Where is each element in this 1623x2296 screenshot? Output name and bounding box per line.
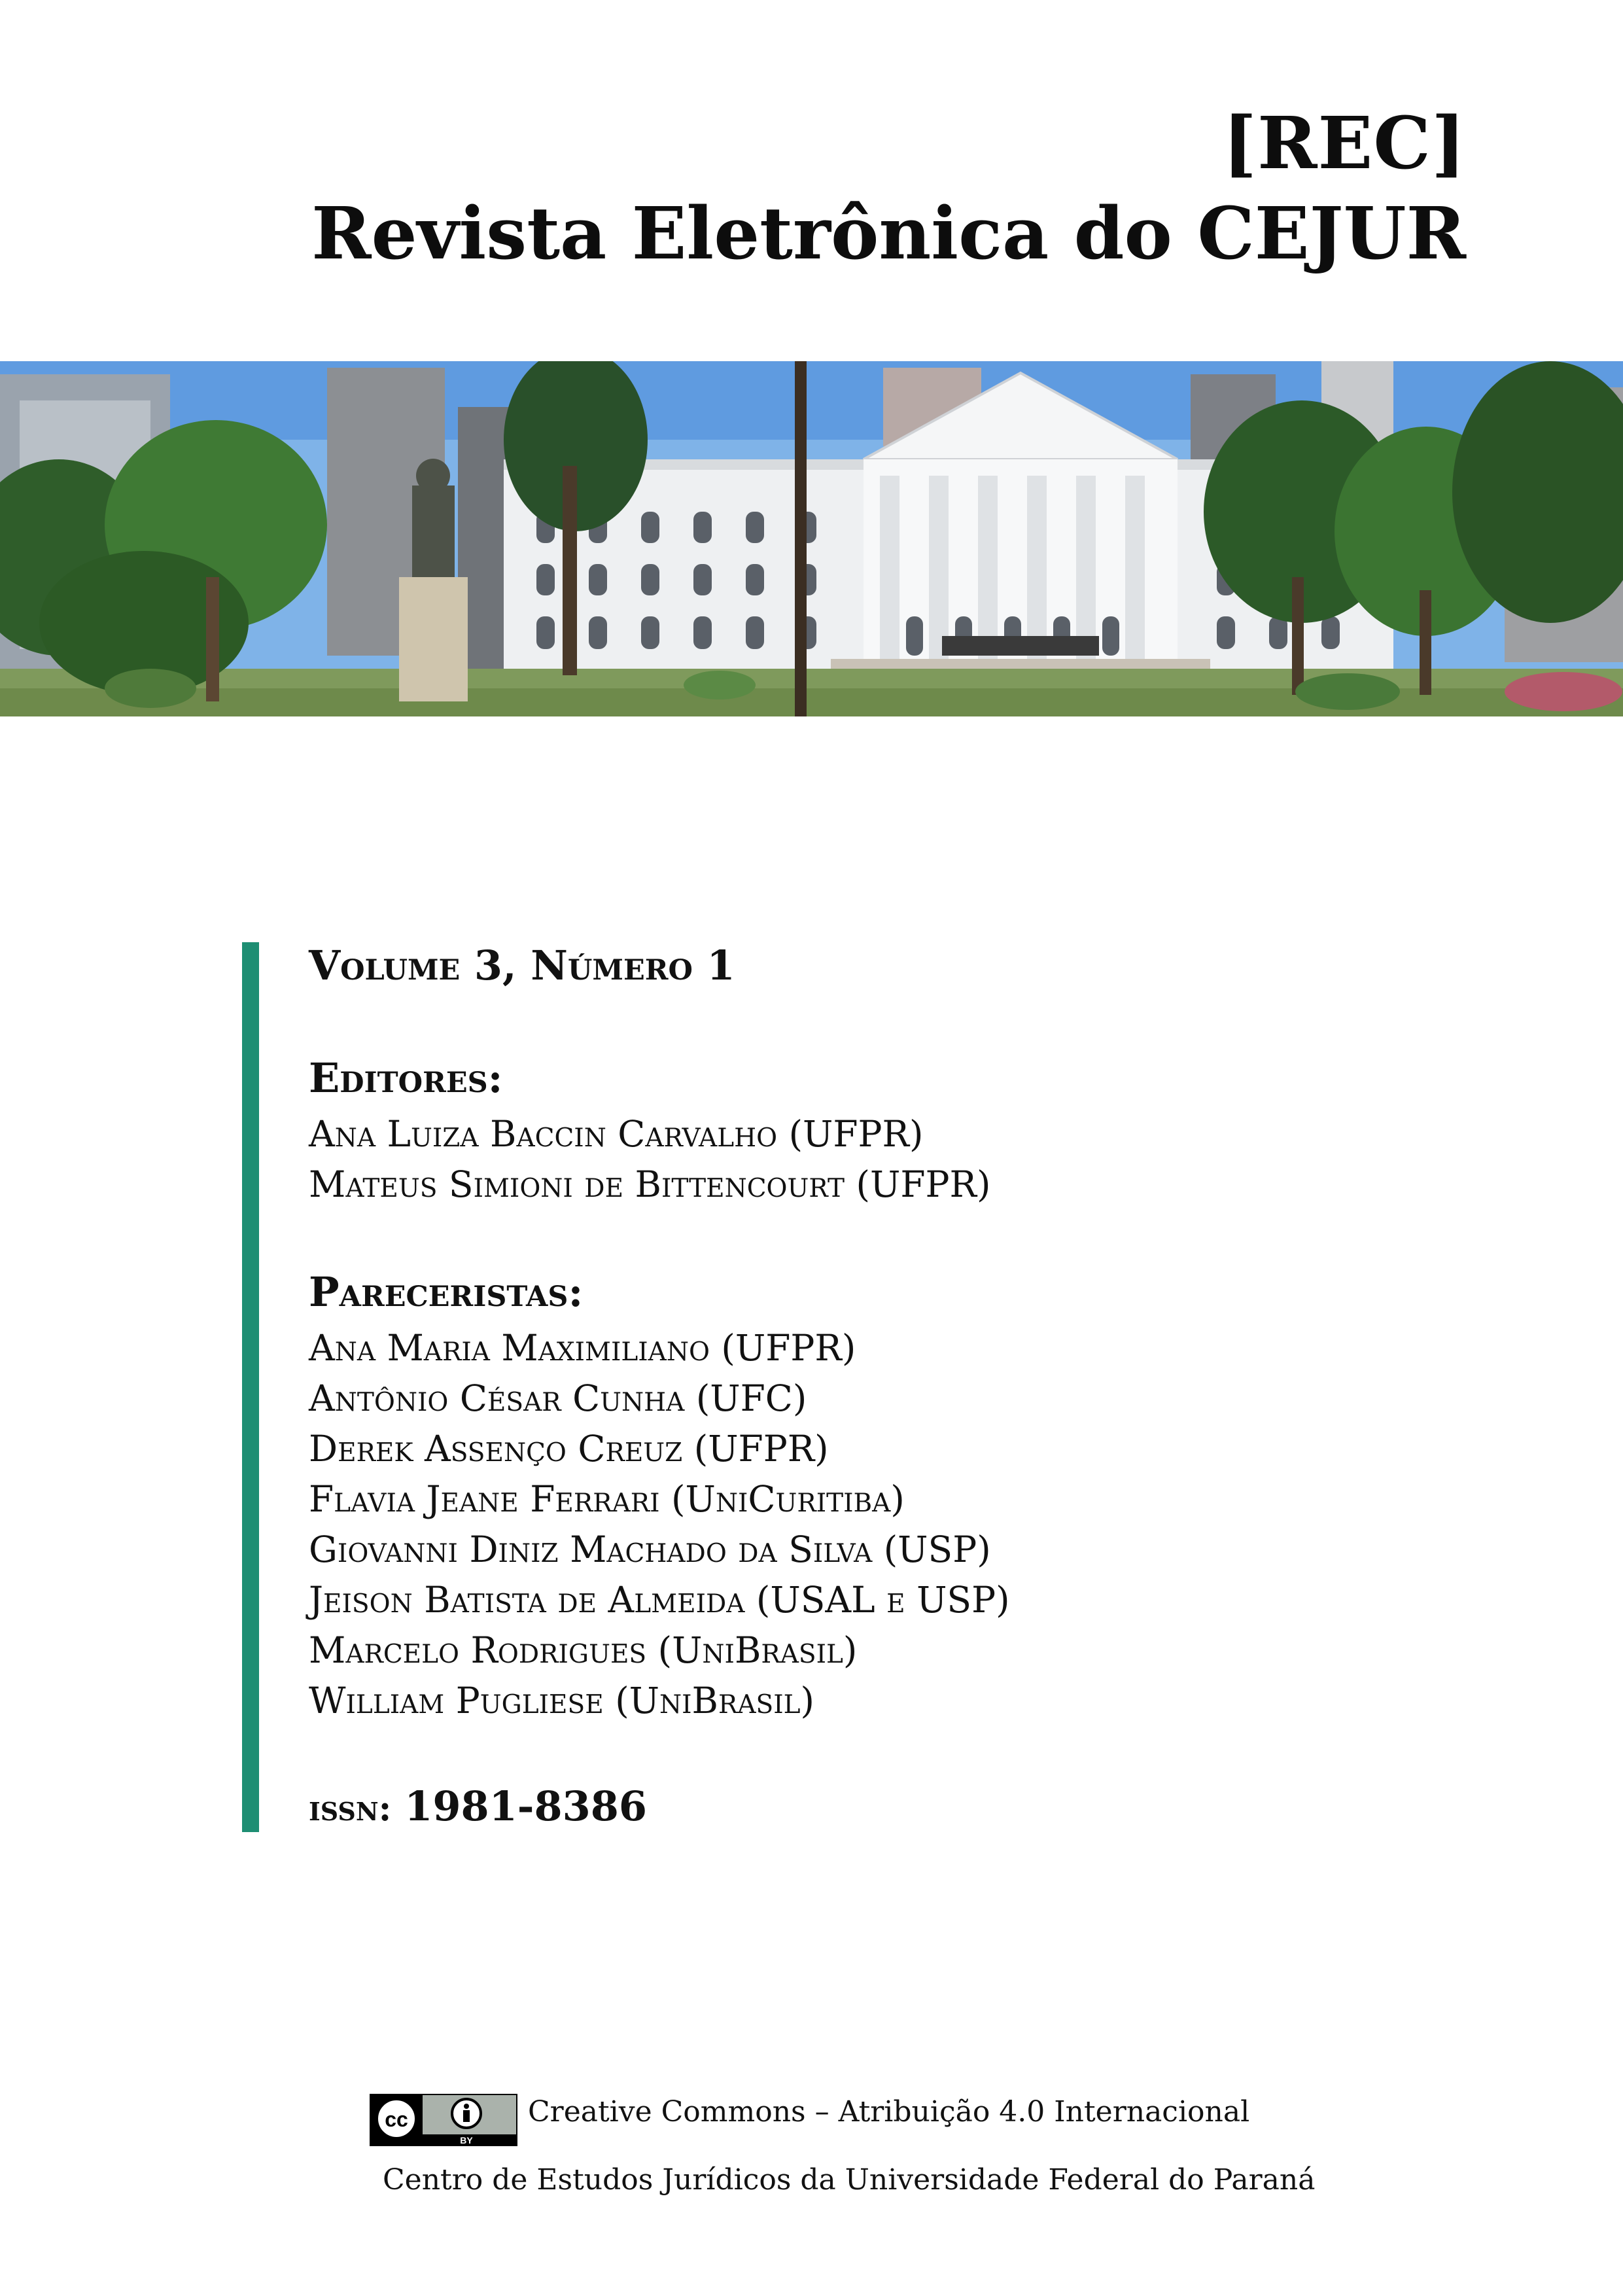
cc-badge-text: cc [385, 2108, 408, 2131]
issue-info-panel [242, 942, 1420, 1832]
reviewers-list [309, 1323, 1010, 1726]
institution-name: Centro de Estudos Jurídicos da Universidade Federal do Paraná [383, 2163, 1316, 2197]
journal-abbreviation: [REC] [1223, 101, 1466, 185]
reviewer-name: Flavia Jeane Ferrari (UniCuritiba) [309, 1478, 905, 1520]
by-badge-text: BY [460, 2135, 473, 2146]
reviewer-name: Ana Maria Maximiliano (UFPR) [309, 1327, 856, 1369]
cc-by-license-icon[interactable] [370, 2094, 517, 2146]
reviewer-name: Derek Assenço Creuz (UFPR) [309, 1428, 829, 1470]
reviewer-name: Marcelo Rodrigues (UniBrasil) [309, 1629, 858, 1671]
editor-name: Mateus Simioni de Bittencourt (UFPR) [309, 1163, 991, 1205]
editors-heading: Editores: [309, 1054, 503, 1102]
journal-title [311, 98, 1466, 278]
issn-label: issn: [309, 1787, 392, 1829]
license-text[interactable]: Creative Commons – Atribuição 4.0 Internacional [528, 2095, 1250, 2128]
editor-name: Ana Luiza Baccin Carvalho (UFPR) [309, 1113, 924, 1155]
reviewer-name: William Pugliese (UniBrasil) [309, 1680, 814, 1722]
reviewer-name: Giovanni Diniz Machado da Silva (USP) [309, 1528, 991, 1570]
issn-value: 1981-8386 [404, 1782, 648, 1830]
journal-name: Revista Eletrônica do CEJUR [311, 190, 1466, 275]
issue-info-content [309, 942, 1010, 1830]
license-line [370, 2094, 1249, 2146]
volume-number: Volume 3, Número 1 [309, 942, 735, 989]
reviewer-name: Antônio César Cunha (UFC) [309, 1377, 807, 1419]
issn [309, 1782, 1010, 1830]
campus-building-photo [0, 361, 1623, 716]
reviewers-heading: Pareceristas: [309, 1268, 584, 1316]
editors-list [309, 1109, 1010, 1210]
reviewer-name: Jeison Batista de Almeida (USAL e USP) [309, 1579, 1010, 1621]
accent-bar [242, 942, 259, 1832]
